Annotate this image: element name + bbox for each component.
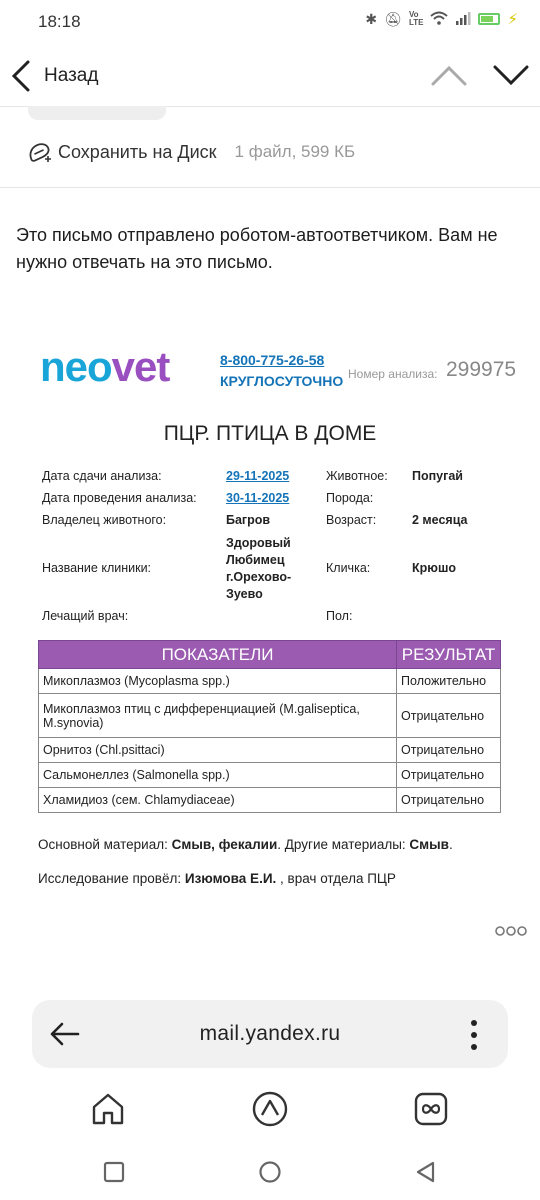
table-row <box>39 788 501 813</box>
status-bar <box>0 0 540 44</box>
chevron-left-icon <box>8 56 34 96</box>
back-button[interactable] <box>8 56 98 96</box>
kebab-menu-icon[interactable] <box>464 1018 484 1052</box>
indicator-cell: Хламидиоз (сем. Chlamydiaceae) <box>39 788 397 813</box>
previous-message-chevron-icon[interactable] <box>430 60 468 90</box>
result-cell: Отрицательно <box>397 738 501 763</box>
material-line: Основной материал: Смыв, фекалии. Другие материалы: Смыв. <box>38 837 453 852</box>
doctor-label: Лечащий врач: <box>42 609 129 623</box>
charging-icon: ⚡ <box>507 11 518 28</box>
save-to-disk-label: Сохранить на Диск <box>58 141 217 162</box>
results-table <box>38 640 501 813</box>
next-message-chevron-icon[interactable] <box>492 60 530 90</box>
attachment-preview-edge[interactable] <box>28 106 166 120</box>
more-options-icon[interactable] <box>494 924 528 938</box>
battery-icon <box>478 13 500 25</box>
lab-report <box>38 340 522 886</box>
mute-icon: 🔕︎ <box>384 10 402 27</box>
submit-date[interactable]: 29-11-2025 <box>226 469 290 483</box>
phone-link[interactable]: 8-800-775-26-58 <box>220 352 325 368</box>
status-time: 18:18 <box>38 12 81 31</box>
clinic-value: Здоровый Любимец г.Орехово-Зуево <box>226 536 292 601</box>
analysis-number-label: Номер анализа: <box>348 367 438 381</box>
home-icon[interactable] <box>89 1090 127 1128</box>
age-label: Возраст: <box>326 513 377 527</box>
indicator-cell: Микоплазмоз птиц с дифференциацией (M.galiseptica, M.synovia) <box>39 694 397 738</box>
indicator-cell: Сальмонеллез (Salmonella spp.) <box>39 763 397 788</box>
header-result: РЕЗУЛЬТАТ <box>397 641 501 669</box>
owner-value: Багров <box>226 513 271 527</box>
tabs-icon[interactable] <box>412 1090 450 1128</box>
pet-name-label: Кличка: <box>326 561 371 575</box>
animal-label: Животное: <box>326 469 388 483</box>
table-row <box>39 694 501 738</box>
breed-label: Порода: <box>326 491 374 505</box>
results-header-row <box>39 641 501 669</box>
clinic-label: Название клиники: <box>42 561 152 575</box>
home-circle-icon[interactable] <box>258 1160 282 1184</box>
result-cell: Отрицательно <box>397 788 501 813</box>
table-row <box>39 738 501 763</box>
researcher-line: Исследование провёл: Изюмова Е.И. , врач отдела ПЦР <box>38 871 396 886</box>
neovet-logo: neovet <box>40 343 170 390</box>
alice-assistant-icon[interactable] <box>251 1090 289 1128</box>
divider <box>0 187 540 188</box>
indicator-cell: Микоплазмоз (Mycoplasma spp.) <box>39 669 397 694</box>
save-to-disk-row[interactable] <box>26 138 355 166</box>
url-text[interactable]: mail.yandex.ru <box>199 1022 341 1045</box>
recent-apps-icon[interactable] <box>102 1160 126 1184</box>
sex-label: Пол: <box>326 609 353 623</box>
test-date-label: Дата проведения анализа: <box>42 491 197 505</box>
other-material: Смыв <box>409 837 449 852</box>
age-value: 2 месяца <box>412 513 468 527</box>
result-cell: Отрицательно <box>397 763 501 788</box>
auto-reply-note: Это письмо отправлено роботом-автоответчиком. Вам не нужно отвечать на это письмо. <box>16 225 498 272</box>
pet-name-value: Крюшо <box>412 561 456 575</box>
file-info: 1 файл, 599 КБ <box>234 142 356 161</box>
back-triangle-icon[interactable] <box>414 1160 438 1184</box>
indicator-cell: Орнитоз (Chl.psittaci) <box>39 738 397 763</box>
top-nav <box>0 48 540 104</box>
animal-value: Попугай <box>412 469 463 483</box>
browser-bottom-nav <box>0 1086 540 1136</box>
table-row <box>39 763 501 788</box>
browser-url-bar[interactable] <box>32 1000 508 1068</box>
allday-label: КРУГЛОСУТОЧНО <box>220 373 344 389</box>
main-material: Смыв, фекалии <box>171 837 278 852</box>
report-title: ПЦР. ПТИЦА В ДОМЕ <box>163 422 377 445</box>
result-cell: Положительно <box>397 669 501 694</box>
back-label: Назад <box>44 65 99 86</box>
result-cell: Отрицательно <box>397 694 501 738</box>
owner-label: Владелец животного: <box>42 513 167 527</box>
disk-save-icon <box>26 139 52 165</box>
signal-icon <box>455 11 471 28</box>
system-nav-bar <box>0 1150 540 1194</box>
researcher-name: Изюмова Е.И. <box>184 871 277 886</box>
volte-icon: Vo LTE <box>408 10 424 27</box>
analysis-number: 299975 <box>446 358 517 381</box>
submit-date-label: Дата сдачи анализа: <box>42 469 162 483</box>
table-row <box>39 669 501 694</box>
report-header <box>38 340 522 396</box>
bluetooth-icon: ✱ <box>365 10 378 27</box>
header-indicators: ПОКАЗАТЕЛИ <box>39 641 397 669</box>
test-date[interactable]: 30-11-2025 <box>226 491 290 505</box>
status-icons <box>365 10 518 28</box>
wifi-icon <box>430 11 448 28</box>
